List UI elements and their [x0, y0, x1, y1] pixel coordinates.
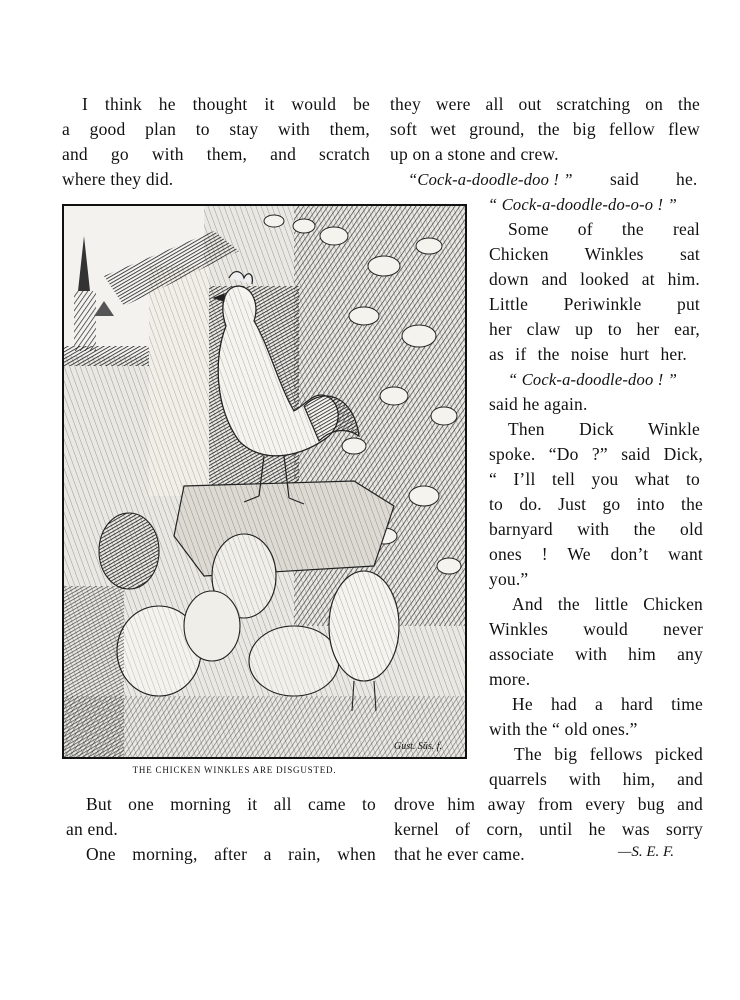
crow-quote-2: “ Cock-a-doodle-do-o-o ! ” [488, 195, 677, 214]
right-text-line-1: they were all out scratching on the [390, 94, 700, 114]
narrow2-line-9: And the little Chicken [512, 594, 703, 614]
narrow-line-3: down and looked at him. [489, 269, 700, 289]
right-bottom-line-3: that he ever came. [394, 844, 525, 864]
left-text-line-4: where they did. [62, 169, 174, 189]
right-bottom-line-2: kernel of corn, until he was sorry [394, 819, 703, 839]
narrow2-line-16: quarrels with him, and [489, 769, 703, 789]
narrow2-line-6: barnyard with the old [489, 519, 703, 539]
right-text-line-3: up on a stone and crew. [390, 144, 559, 164]
left-text-line-3: and go with them, and scratch [62, 144, 370, 164]
left-text-line-1: I think he thought it would be [82, 94, 370, 114]
narrow-line-4: Little Periwinkle put [489, 294, 700, 314]
left-bottom-line-3: One morning, after a rain, when [86, 844, 376, 864]
narrow-line-6: as if the noise hurt her. [489, 344, 687, 364]
illustration-caption: THE CHICKEN WINKLES ARE DISGUSTED. [132, 765, 337, 775]
author-signature: —S. E. F. [618, 844, 674, 860]
engraving-illustration [62, 204, 467, 759]
left-bottom-line-2: an end. [66, 819, 118, 839]
crow-he-1: he. [676, 169, 698, 189]
rooster-and-chicks-engraving [64, 206, 465, 757]
narrow2-line-14: with the “ old ones.” [489, 719, 638, 739]
narrow2-line-4: “ I’ll tell you what to [489, 469, 700, 489]
narrow2-line-7: ones ! We don’t want [489, 544, 703, 564]
right-text-line-2: soft wet ground, the big fellow flew [390, 119, 700, 139]
crow-quote-1: “Cock-a-doodle-doo ! ” [408, 170, 573, 189]
narrow-line-5: her claw up to her ear, [489, 319, 700, 339]
crow-said-1: said [610, 169, 639, 189]
narrow2-line-1: said he again. [489, 394, 588, 414]
left-bottom-line-1: But one morning it all came to [86, 794, 376, 814]
narrow-line-2: Chicken Winkles sat [489, 244, 700, 264]
left-text-line-2: a good plan to stay with them, [62, 119, 370, 139]
narrow2-line-10: Winkles would never [489, 619, 703, 639]
engraver-signature: Gust. Süs. f. [394, 741, 443, 752]
narrow2-line-13: He had a hard time [512, 694, 703, 714]
narrow2-line-8: you.” [489, 569, 529, 589]
narrow-line-1: Some of the real [508, 219, 700, 239]
narrow2-line-5: to do. Just go into the [489, 494, 703, 514]
crow-quote-3: “ Cock-a-doodle-doo ! ” [508, 370, 678, 389]
narrow2-line-11: associate with him any [489, 644, 703, 664]
narrow2-line-2: Then Dick Winkle [508, 419, 700, 439]
narrow2-line-15: The big fellows picked [514, 744, 703, 764]
right-bottom-line-1: drove him away from every bug and [394, 794, 703, 814]
narrow2-line-12: more. [489, 669, 531, 689]
narrow2-line-3: spoke. “Do ?” said Dick, [489, 444, 703, 464]
